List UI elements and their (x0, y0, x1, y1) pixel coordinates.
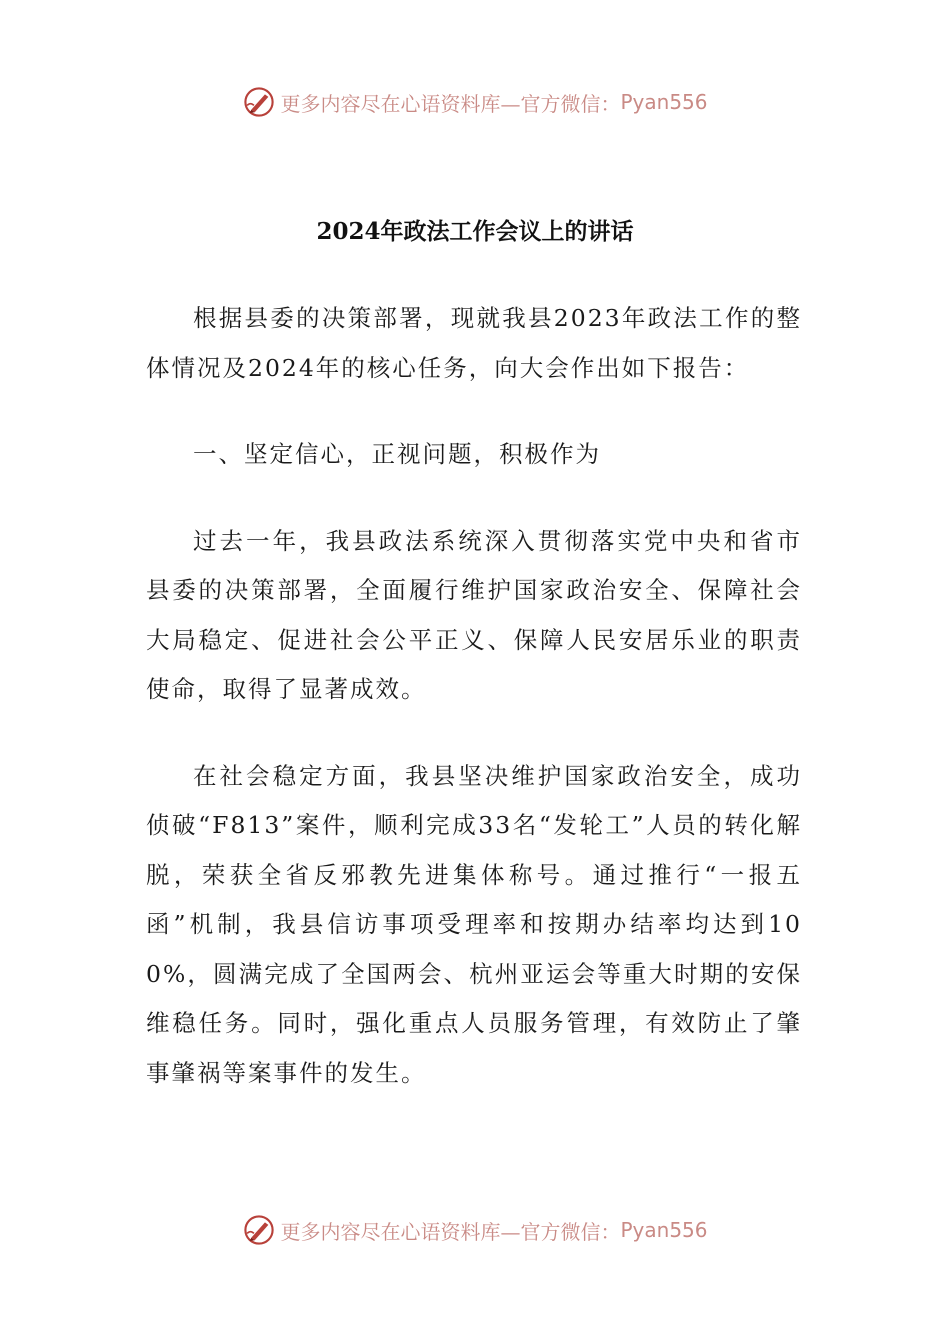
watermark-wechat-id: Pyan556 (620, 90, 708, 114)
watermark-wechat-id: Pyan556 (620, 1218, 708, 1242)
section-heading: 一、坚定信心，正视问题，积极作为 (193, 440, 601, 468)
watermark-banner-top (0, 82, 950, 122)
watermark-text: 更多内容尽在心语资料库—官方微信： (280, 91, 621, 116)
document-body (146, 294, 802, 1135)
pen-circle-icon (242, 1213, 276, 1247)
paragraph-intro: 根据县委的决策部署，现就我县2023年政法工作的整体情况及2024年的核心任务，向大会作出如下报告： (146, 304, 802, 382)
watermark-banner-bottom (0, 1210, 950, 1250)
watermark-text: 更多内容尽在心语资料库—官方微信： (280, 1219, 621, 1244)
paragraph-stability: 在社会稳定方面，我县坚决维护国家政治安全，成功侦破“F813”案件，顺利完成33名“发轮工”人员的转化解脱，荣获全省反邪教先进集体称号。通过推行“一报五函”机制，我县信访事项受理率和按期办结率均达到100%，圆满完成了全国两会、杭州亚运会等重大时期的安保维稳任务。同时，强化重点人员服务管理，有效防止了肇事肇祸等案事件的发生。 (146, 761, 802, 1087)
pen-circle-icon (242, 85, 276, 119)
document-title: 2024年政法工作会议上的讲话 (316, 218, 634, 245)
paragraph-summary: 过去一年，我县政法系统深入贯彻落实党中央和省市县委的决策部署，全面履行维护国家政治安全、保障社会大局稳定、促进社会公平正义、保障人民安居乐业的职责使命，取得了显著成效。 (146, 526, 802, 703)
